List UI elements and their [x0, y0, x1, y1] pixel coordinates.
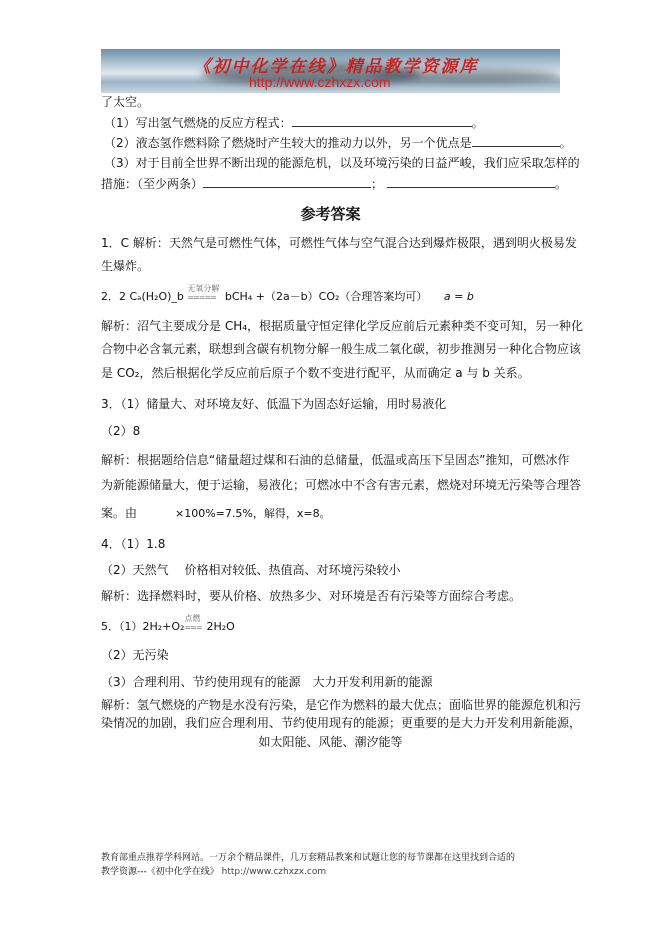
footer-line: 教育部重点推荐学科网站。一万余个精品课件，几万套精品教案和试题让您的每节课都在这里找到合适的: [101, 853, 516, 863]
reaction-condition: 无氧分解 =====: [187, 284, 220, 302]
question-3-cont: 措施：（至少两条） ； 。: [101, 177, 567, 191]
header-banner: [101, 49, 560, 93]
explanation: 为新能源储量大，便于运输，易液化；可燃冰中不含有害元素，燃烧对环境无污染等合理答: [101, 478, 582, 492]
explanation: 染情况的加剧，我们应合理利用、节约使用现有的能源；更重要的是大力开发利用新能源，: [101, 716, 582, 730]
answer-blank: [472, 135, 560, 147]
explanation: 解析：氢气燃烧的产物是水没有污染，是它作为燃料的最大优点；面临世界的能源危机和污: [101, 698, 582, 712]
answer-1-cont: 生爆炸。: [101, 259, 150, 273]
explanation: 合物中必含氧元素，联想到含碳有机物分解一般生成二氧化碳，初步推测另一种化合物应该: [101, 342, 582, 356]
text-line: 了太空。: [101, 95, 150, 109]
explanation: 案。由 ×100%=7.5%，解得，x=8。: [101, 506, 331, 520]
answer-blank: [292, 115, 472, 127]
banner-title: 《初中化学在线》精品教学资源库: [193, 57, 479, 77]
answer-blank: [387, 176, 555, 188]
explanation: 解析：选择燃料时，要从价格、放热多少、对环境是否有污染等方面综合考虑。: [101, 589, 522, 603]
question-1: （1）写出氢气燃烧的反应方程式： 。: [104, 116, 484, 130]
answer-5-2: （2）无污染: [101, 648, 169, 662]
explanation: 解析：沼气主要成分是 CH₄，根据质量守恒定律化学反应前后元素种类不变可知，另一种化: [101, 319, 584, 333]
question-2: （2）液态氢作燃料除了燃烧时产生较大的推动力以外，另一个优点是 。: [104, 136, 572, 150]
answer-blank: [203, 176, 371, 188]
question-3: （3）对于目前全世界不断出现的能源危机，以及环境污染的日益严峻，我们应采取怎样的: [104, 156, 580, 170]
explanation: 如太阳能、风能、潮汐能等: [258, 735, 403, 749]
answer-3-1: 3．（1）储量大、对环境友好、低温下为固态好运输，用时易液化: [101, 397, 447, 411]
answer-2: 2．2 Cₐ(H₂O)_b 无氧分解 ===== bCH₄ +（2a－b）CO₂（合理答案均可） a = b: [101, 289, 474, 306]
banner-url: http://www.czhxzx.com: [249, 74, 391, 90]
answer-1: 1．C 解析：天然气是可燃性气体，可燃性气体与空气混合达到爆炸极限，遇到明火极易发: [101, 236, 577, 250]
explanation: 解析：根据题给信息“储量超过煤和石油的总储量，低温或高压下呈固态”推知，可燃冰作: [101, 453, 570, 467]
answer-4-1: 4．（1）1.8: [101, 537, 166, 551]
footer-url[interactable]: http://www.czhxzx.com: [221, 867, 327, 877]
answer-5-1: 5．（1）2H₂+O₂ 点燃 === 2H₂O: [101, 619, 235, 636]
reaction-condition: 点燃 ===: [184, 614, 202, 632]
answer-4-2: （2）天然气 价格相对较低、热值高、对环境污染较小: [101, 563, 401, 577]
answer-3-2: （2）8: [101, 424, 141, 438]
answers-heading: 参考答案: [300, 205, 361, 223]
answer-5-3: （3）合理利用、节约使用现有的能源 大力开发利用新的能源: [101, 675, 433, 689]
footer-line: 教学资源---《初中化学在线》 http://www.czhxzx.com: [101, 867, 327, 877]
explanation: 是 CO₂，然后根据化学反应前后原子个数不变进行配平，从而确定 a 与 b 关系。: [101, 366, 530, 380]
